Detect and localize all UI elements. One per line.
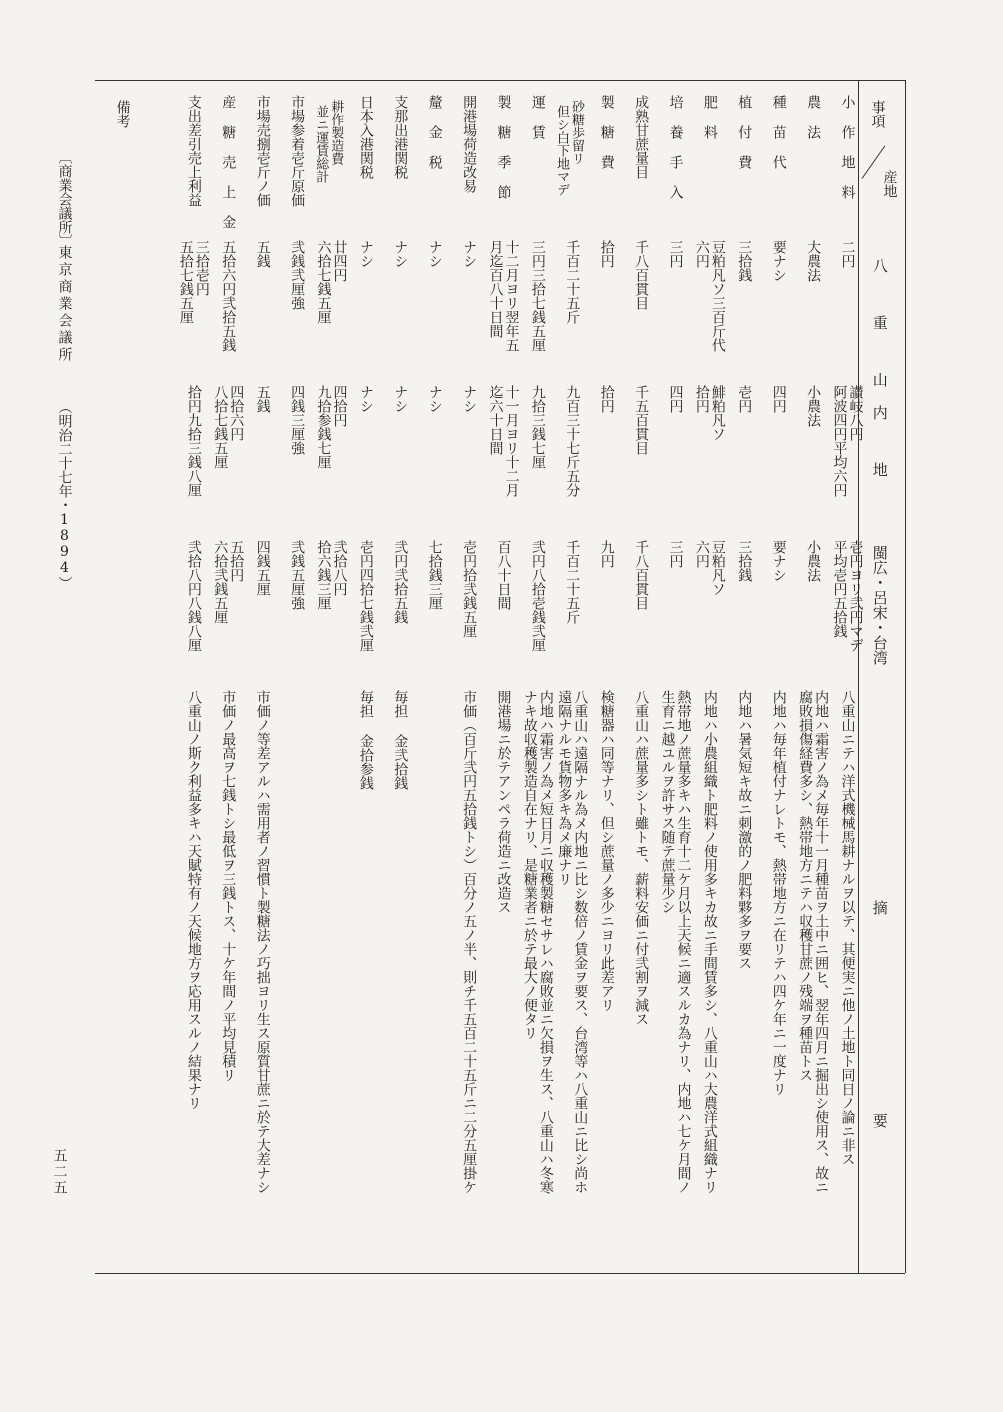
row-minko-value: 六円 [693, 540, 710, 568]
row-minko-value: 千百二十五斤 [564, 540, 581, 624]
row-yaeyama-value: 三円 [667, 240, 684, 268]
row-item: 産 糖 売 上 金 [220, 95, 237, 229]
row-note-value: 開港場ニ於テアンペラ荷造ニ改造ス [495, 690, 512, 914]
row-item: 小 作 地 料 [839, 95, 856, 199]
row-note-value: 八重山ノ斯ク利益多キハ天賦特有ノ天候地方ヲ応用スルノ結果ナリ [185, 690, 202, 1110]
row-yaeyama-value: ナシ [357, 240, 374, 268]
row-item: 市場売捌壱斤ノ価 [254, 95, 271, 207]
row-yaeyama-value: 五拾七銭五厘 [177, 240, 194, 324]
header-minko: 閩広・呂宋・台湾 [870, 545, 889, 665]
row-minko-value: 五拾円 [228, 540, 245, 582]
row-yaeyama-value: 十二月ヨリ翌年五 [503, 240, 520, 352]
row-item: 釐 金 税 [426, 95, 443, 169]
row-item: 製 糖 費 [598, 95, 615, 169]
footer-source: 〔商業会議所〕 [56, 150, 73, 248]
row-yaeyama-value: 五拾六円弐拾五銭 [220, 240, 237, 352]
row-naichi-value: 四銭三厘強 [289, 385, 306, 455]
row-naichi-value: ナシ [357, 385, 374, 413]
row-naichi-value: 鯡粕凡ソ [709, 385, 726, 441]
row-yaeyama-value: 月迄百八十日間 [487, 240, 504, 338]
row-yaeyama-value: ナシ [392, 240, 409, 268]
row-naichi-value: 五銭 [254, 385, 271, 413]
row-item: 肥 料 [701, 95, 718, 139]
row-note-value: 生育ニ越ユルヲ許サス随テ蔗量少シ [659, 690, 676, 914]
row-item-sub: 並ニ運賃総計 [313, 105, 329, 183]
row-note-value: 市価ノ等差アルハ需用者ノ習慣ト製糖法ノ巧拙ヨリ生ス原質甘蔗ニ於テ大差ナシ [254, 690, 271, 1194]
row-minko-value: 要ナシ [770, 540, 787, 582]
row-naichi-value: 九拾参銭七厘 [315, 385, 332, 469]
row-item: 種 苗 代 [770, 95, 787, 169]
row-item-sub: 但シ白下地マデ [554, 105, 570, 196]
row-naichi-value: 四拾円 [331, 385, 348, 427]
row-yaeyama-value: 二円 [839, 240, 856, 268]
row-naichi-value: 壱円 [736, 385, 753, 413]
footer-publisher: 東京商業会議所 [56, 245, 73, 364]
page-number: 五二五 [51, 1148, 68, 1196]
row-note-value: 八重山ハ蔗量多シト雖トモ、薪料安価ニ付弐割ヲ減ス [633, 690, 650, 1026]
row-yaeyama-value: 三拾銭 [736, 240, 753, 282]
row-minko-value: 弐拾八円 [331, 540, 348, 596]
row-item: 支出差引売上利益 [185, 95, 202, 207]
row-note-value: 検糖器ハ同等ナリ、但シ蔗量ノ多少ニヨリ此差アリ [598, 690, 615, 1012]
row-note-value: ナキ故収穫製造自在ナリ、是糖業者ニ於テ最大ノ便タリ [521, 690, 538, 1040]
row-item: 市場参着壱斤原価 [289, 95, 306, 207]
row-item: 製 糖 季 節 [495, 95, 512, 199]
row-minko-value: 壱円ヨリ弐円マデ [847, 540, 864, 652]
row-note-value: 熱帯地ノ蔗量多キハ生育十二ケ月以上天候ニ適スルカ為ナリ、内地ハ七ケ月間ノ [675, 690, 692, 1194]
row-note-value: 八重山ハ遠隔ナル為メ内地ニ比シ数倍ノ賃金ヲ要ス、台湾等ハ八重山ニ比シ尚ホ [572, 690, 589, 1194]
row-note-value: 腐敗損傷経費多シ、熱帯地方ニテハ収穫甘蔗ノ残端ヲ種苗トス [797, 690, 814, 1082]
row-note-value: 内地ハ暑気短キ故ニ刺激的ノ肥料夥多ヲ要ス [736, 690, 753, 970]
row-naichi-value: 十一月ヨリ十二月 [503, 385, 520, 497]
row-naichi-value: 九拾三銭七厘 [529, 385, 546, 469]
row-item: 成熟甘蔗量目 [633, 95, 650, 179]
row-yaeyama-value: 五銭 [254, 240, 271, 268]
row-note-value: 毎担 金弐拾銭 [392, 690, 409, 790]
header-tekiyo: 摘 要 [870, 900, 889, 1218]
row-item: 砂糖歩留リ [569, 100, 585, 165]
row-item: 耕作製造費 [328, 100, 344, 165]
row-note-value: 内地ハ霜害ノ為メ短日月ニ収穫製糖セサレハ腐敗並ニ欠損ヲ生ス、八重山ハ冬寒 [537, 690, 554, 1194]
row-naichi-value: 四円 [667, 385, 684, 413]
row-naichi-value: 九百三十七斤五分 [564, 385, 581, 497]
row-yaeyama-value: 六拾七銭五厘 [315, 240, 332, 324]
row-minko-value: 三円 [667, 540, 684, 568]
row-yaeyama-value: 三円三拾七銭五厘 [529, 240, 546, 352]
row-note-value: 市価（百斤弐円五拾銭トシ）百分ノ五ノ半、則チ千五百二十五斤ニ二分五厘掛ケ [461, 690, 478, 1194]
row-yaeyama-value: 要ナシ [770, 240, 787, 282]
header-yaeyama: 八 重 山 [870, 258, 889, 399]
row-yaeyama-value: 豆粕凡ソ三百斤代 [709, 240, 726, 352]
row-naichi-value: ナシ [392, 385, 409, 413]
row-minko-value: 四銭五厘 [254, 540, 271, 596]
row-item: 運 賃 [529, 95, 546, 139]
row-yaeyama-value: 大農法 [805, 240, 822, 282]
row-minko-value: 豆粕凡ソ [709, 540, 726, 596]
row-naichi-value: 拾円九拾三銭八厘 [185, 385, 202, 497]
row-minko-value: 平均壱円五拾銭 [831, 540, 848, 638]
row-minko-value: 千八百貫目 [633, 540, 650, 610]
row-naichi-value: 小農法 [805, 385, 822, 427]
row-minko-value: 小農法 [805, 540, 822, 582]
header-left-border [858, 80, 859, 1273]
row-yaeyama-value: 弐銭弐厘強 [289, 240, 306, 310]
row-item: 農 法 [805, 95, 822, 139]
row-yaeyama-value: 三拾壱円 [193, 240, 210, 296]
table-top-border [95, 80, 905, 81]
row-note-value: 遠隔ナルモ貨物多キ為メ廉ナリ [556, 690, 573, 886]
row-naichi-value: 千五百貫目 [633, 385, 650, 455]
row-naichi-value: 拾円 [693, 385, 710, 413]
row-note-value: 毎担 金拾参銭 [357, 690, 374, 790]
row-minko-value: 弐拾八円八銭八厘 [185, 540, 202, 652]
row-naichi-value: 迄六十日間 [487, 385, 504, 455]
row-note-value: 内地ハ小農組織ト肥料ノ使用多キカ故ニ手間賃多シ、八重山ハ大農洋式組織ナリ [701, 690, 718, 1194]
row-yaeyama-value: 千八百貫目 [633, 240, 650, 310]
row-naichi-value: 阿波四円平均六円 [831, 385, 848, 497]
row-yaeyama-value: 千百二十五斤 [564, 240, 581, 324]
footer-date: （明治二十七年・1894） [56, 400, 73, 590]
row-minko-value: 百八十日間 [495, 540, 512, 610]
row-minko-value: 拾六銭三厘 [315, 540, 332, 610]
row-item: 培 養 手 入 [667, 95, 684, 199]
row-minko-value: 七拾銭三厘 [426, 540, 443, 610]
row-minko-value: 弐円弐拾五銭 [392, 540, 409, 624]
row-minko-value: 弐円八拾壱銭弐厘 [529, 540, 546, 652]
table-right-border [905, 80, 906, 1273]
bikou-label: 備考 [114, 100, 131, 128]
row-item: 日本入港関税 [357, 95, 374, 179]
row-minko-value: 三拾銭 [736, 540, 753, 582]
row-note-value: 内地ハ毎年植付ナレトモ、熱帯地方ニ在リテハ四ケ年ニ一度ナリ [770, 690, 787, 1096]
header-item-label: 事項 [869, 100, 886, 128]
row-naichi-value: ナシ [461, 385, 478, 413]
row-yaeyama-value: 六円 [693, 240, 710, 268]
row-minko-value: 六拾弐銭五厘 [212, 540, 229, 624]
header-bottom-border [95, 1273, 905, 1274]
row-minko-value: 壱円拾弐銭五厘 [461, 540, 478, 638]
row-item: 支那出港関税 [392, 95, 409, 179]
row-item: 開港場荷造改易 [461, 95, 478, 193]
row-minko-value: 九円 [598, 540, 615, 568]
header-area-label: 産地 [881, 170, 898, 198]
row-yaeyama-value: ナシ [426, 240, 443, 268]
row-note-value: 市価ノ最高ヲ七銭トシ最低ヲ三銭トス、十ケ年間ノ平均見積リ [220, 690, 237, 1082]
row-naichi-value: 讃岐八円 [847, 385, 864, 441]
row-item: 植 付 費 [736, 95, 753, 169]
row-naichi-value: 四円 [770, 385, 787, 413]
row-naichi-value: 八拾七銭五厘 [212, 385, 229, 469]
row-yaeyama-value: 廿四円 [331, 240, 348, 282]
row-naichi-value: 四拾六円 [228, 385, 245, 441]
row-naichi-value: ナシ [426, 385, 443, 413]
row-naichi-value: 拾円 [598, 385, 615, 413]
row-yaeyama-value: ナシ [461, 240, 478, 268]
row-minko-value: 壱円四拾七銭弐厘 [357, 540, 374, 652]
header-naichi: 内 地 [870, 405, 889, 489]
row-yaeyama-value: 拾円 [598, 240, 615, 268]
row-note-value: 八重山ニテハ洋式機械馬耕ナルヲ以テ、其便実ニ他ノ土地ト同日ノ論ニ非ス [839, 690, 856, 1166]
row-minko-value: 弐銭五厘強 [289, 540, 306, 610]
row-note-value: 内地ハ霜害ノ為メ毎年十一月種苗ヲ土中ニ囲ヒ、翌年四月ニ掘出シ使用ス、故ニ [813, 690, 830, 1194]
